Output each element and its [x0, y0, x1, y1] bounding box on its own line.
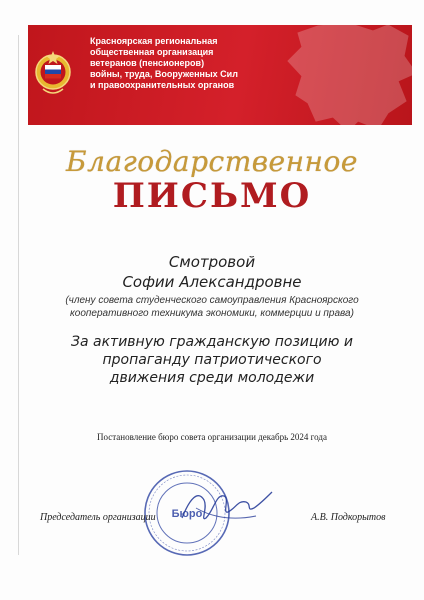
org-line-2: общественная организация — [90, 47, 214, 57]
stamp-word: Бюро — [171, 508, 203, 520]
veterans-emblem-icon — [34, 45, 72, 101]
decree-text: Постановление бюро совета организации декабрь 2024 года — [97, 432, 327, 442]
organization-header — [28, 25, 412, 125]
recipient-role — [30, 294, 394, 320]
award-reason — [20, 333, 404, 387]
org-line-5: и правоохранительных органов — [90, 80, 235, 90]
recipient-name — [0, 252, 424, 292]
reason-line-1: За активную гражданскую позицию и — [71, 334, 353, 350]
title-main: ПИСЬМО — [112, 176, 312, 216]
organization-name — [90, 36, 310, 91]
org-line-4: войны, труда, Вооруженных Сил — [90, 69, 238, 79]
handwritten-signature-icon — [176, 478, 276, 538]
recipient-given-names: Софии Александровне — [122, 273, 302, 291]
role-line-2: кооперативного техникума экономики, коммерции и права) — [70, 308, 354, 319]
role-line-1: (члену совета студенческого самоуправления Красноярского — [65, 295, 359, 306]
title-script: Благодарственное — [66, 145, 358, 178]
left-border-line — [18, 35, 19, 555]
reason-line-3: движения среди молодежи — [109, 370, 315, 386]
recipient-surname: Смотровой — [168, 253, 256, 271]
chairman-label: Председатель организации — [40, 512, 156, 523]
org-line-1: Красноярская региональная — [90, 36, 218, 46]
reason-line-2: пропаганду патриотического — [102, 352, 322, 368]
chairman-name: А.В. Подкорытов — [311, 512, 386, 523]
org-line-3: ветеранов (пенсионеров) — [90, 58, 205, 68]
